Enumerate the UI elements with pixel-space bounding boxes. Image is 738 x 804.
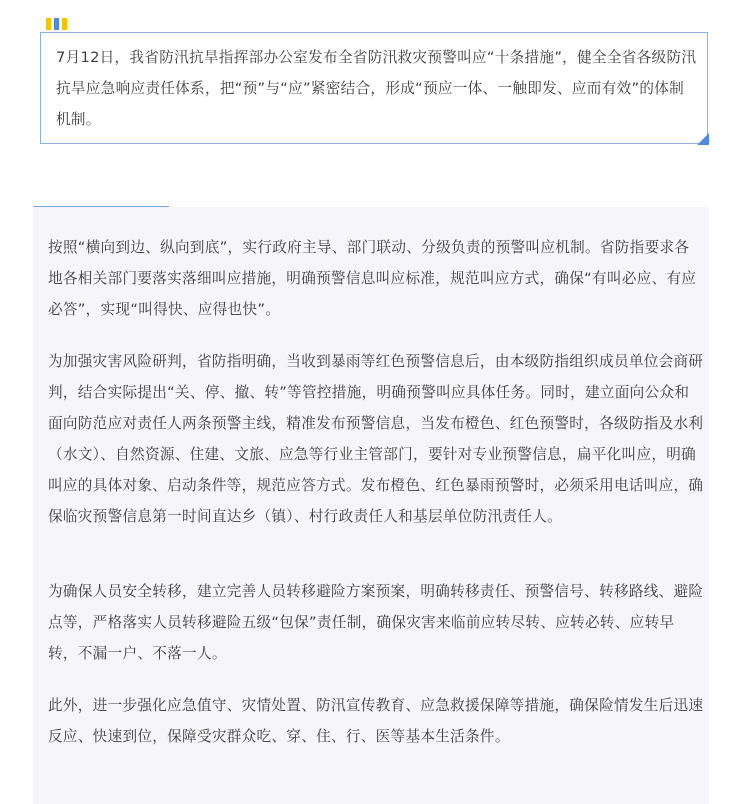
lead-summary-text: 7月12日，我省防汛抗旱指挥部办公室发布全省防汛救灾预警叫应“十条措施”，健全全省各级防汛抗旱应急响应责任体系，把“预”与“应”紧密结合，形成“预应一体、一触即发、应而有效”的体制机制。 (56, 49, 697, 128)
yellow-bar-decoration (62, 18, 67, 30)
yellow-bar-decoration (46, 18, 51, 30)
article-paragraph: 按照“横向到边、纵向到底”，实行政府主导、部门联动、分级负责的预警叫应机制。省防指要求各地各相关部门要落实落细叫应措施，明确预警信息叫应标准，规范叫应方式，确保“有叫必应、有应必答”，实现“叫得快、应得也快”。 (48, 239, 697, 318)
blue-bar-decoration (54, 18, 59, 30)
article-paragraph: 为确保人员安全转移，建立完善人员转移避险方案预案，明确转移责任、预警信号、转移路线、避险点等，严格落实人员转移避险五级“包保”责任制，确保灾害来临前应转尽转、应转必转、应转早转，不漏一户、不落一人。 (48, 583, 704, 662)
article-paragraph: 为加强灾害风险研判，省防指明确，当收到暴雨等红色预警信息后，由本级防指组织成员单位会商研判，结合实际提出“关、停、撤、转”等管控措施，明确预警叫应具体任务。同时，建立面向公众和面向防范应对责任人两条预警主线，精准发布预警信息，当发布橙色、红色预警时，各级防指及水利（水文）、自然资源、住建、文旅、应急等行业主管部门，要针对专业预警信息，扁平化叫应，明确叫应的具体对象、启动条件等，规范应答方式。发布橙色、红色暴雨预警时，必须采用电话叫应，确保临灾预警信息第一时间直达乡（镇）、村行政责任人和基层单位防汛责任人。 (48, 353, 704, 525)
article-paragraph: 此外，进一步强化应急值守、灾情处置、防汛宣传教育、应急救援保障等措施，确保险情发生后迅速反应、快速到位，保障受灾群众吃、穿、住、行、医等基本生活条件。 (48, 697, 704, 745)
corner-triangle-decoration (697, 133, 709, 145)
lead-decoration-bars (46, 18, 70, 32)
